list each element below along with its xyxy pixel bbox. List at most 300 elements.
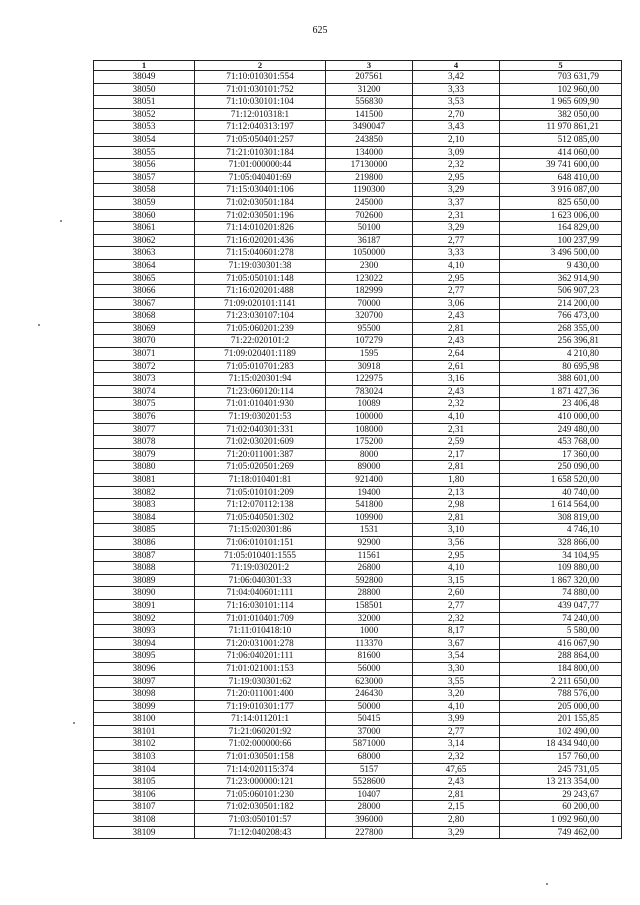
- cadastral-number-cell: 71:01:010401:709: [195, 612, 326, 625]
- rate-cell: 2,81: [413, 322, 500, 335]
- rate-cell: 47,65: [413, 763, 500, 776]
- value-cell: 32000: [326, 612, 413, 625]
- cadastral-number-cell: 71:20:011001:400: [195, 688, 326, 701]
- rate-cell: 2,32: [413, 612, 500, 625]
- table-row: [94, 826, 622, 839]
- row-number-cell: 38093: [94, 625, 195, 638]
- cadastral-number-cell: 71:15:040601:278: [195, 247, 326, 260]
- amount-cell: 439 047,77: [500, 599, 622, 612]
- rate-cell: 2,13: [413, 486, 500, 499]
- row-number-cell: 38051: [94, 96, 195, 109]
- rate-cell: 3,20: [413, 688, 500, 701]
- table-row: [94, 814, 622, 827]
- cadastral-number-cell: 71:01:000000:44: [195, 159, 326, 172]
- table-row: [94, 360, 622, 373]
- rate-cell: 2,31: [413, 209, 500, 222]
- row-number-cell: 38083: [94, 499, 195, 512]
- row-number-cell: 38096: [94, 662, 195, 675]
- amount-cell: 40 740,00: [500, 486, 622, 499]
- rate-cell: 3,09: [413, 146, 500, 159]
- table-row: [94, 423, 622, 436]
- row-number-cell: 38057: [94, 171, 195, 184]
- row-number-cell: 38062: [94, 234, 195, 247]
- rate-cell: 2,64: [413, 348, 500, 361]
- amount-cell: 17 360,00: [500, 448, 622, 461]
- rate-cell: 3,56: [413, 536, 500, 549]
- cadastral-number-cell: 71:06:040201:111: [195, 650, 326, 663]
- table-row: [94, 171, 622, 184]
- cadastral-number-cell: 71:05:040401:69: [195, 171, 326, 184]
- row-number-cell: 38094: [94, 637, 195, 650]
- table-row: [94, 776, 622, 789]
- table-row: [94, 599, 622, 612]
- table-row: [94, 511, 622, 524]
- row-number-cell: 38068: [94, 310, 195, 323]
- amount-cell: 4 210,80: [500, 348, 622, 361]
- value-cell: 1190300: [326, 184, 413, 197]
- amount-cell: 39 741 600,00: [500, 159, 622, 172]
- value-cell: 3490047: [326, 121, 413, 134]
- cadastral-number-cell: 71:18:010401:81: [195, 474, 326, 487]
- table-row: [94, 751, 622, 764]
- amount-cell: 288 864,00: [500, 650, 622, 663]
- table-row: [94, 486, 622, 499]
- cadastral-number-cell: 71:05:010401:1555: [195, 549, 326, 562]
- amount-cell: 268 355,00: [500, 322, 622, 335]
- value-cell: 11561: [326, 549, 413, 562]
- amount-cell: 157 760,00: [500, 751, 622, 764]
- table-row: [94, 285, 622, 298]
- value-cell: 89000: [326, 461, 413, 474]
- value-cell: 783024: [326, 385, 413, 398]
- row-number-cell: 38050: [94, 83, 195, 96]
- row-number-cell: 38090: [94, 587, 195, 600]
- value-cell: 556830: [326, 96, 413, 109]
- amount-cell: 11 970 861,21: [500, 121, 622, 134]
- value-cell: 68000: [326, 751, 413, 764]
- rate-cell: 2,95: [413, 549, 500, 562]
- table-row: [94, 801, 622, 814]
- row-number-cell: 38086: [94, 536, 195, 549]
- amount-cell: 4 746,10: [500, 524, 622, 537]
- value-cell: 246430: [326, 688, 413, 701]
- scan-speck: [546, 883, 548, 885]
- amount-cell: 34 104,95: [500, 549, 622, 562]
- rate-cell: 2,98: [413, 499, 500, 512]
- amount-cell: 506 907,23: [500, 285, 622, 298]
- rate-cell: 2,31: [413, 423, 500, 436]
- row-number-cell: 38053: [94, 121, 195, 134]
- rate-cell: 2,81: [413, 461, 500, 474]
- rate-cell: 3,16: [413, 373, 500, 386]
- rate-cell: 2,77: [413, 725, 500, 738]
- value-cell: 1595: [326, 348, 413, 361]
- value-cell: 134000: [326, 146, 413, 159]
- table-row: [94, 373, 622, 386]
- rate-cell: 3,42: [413, 71, 500, 84]
- amount-cell: 245 731,05: [500, 763, 622, 776]
- value-cell: 109900: [326, 511, 413, 524]
- table-row: [94, 322, 622, 335]
- rate-cell: 3,67: [413, 637, 500, 650]
- cadastral-number-cell: 71:05:040501:302: [195, 511, 326, 524]
- scan-speck: [60, 220, 62, 222]
- rate-cell: 2,61: [413, 360, 500, 373]
- row-number-cell: 38106: [94, 788, 195, 801]
- rate-cell: 3,06: [413, 297, 500, 310]
- amount-cell: 214 200,00: [500, 297, 622, 310]
- row-number-cell: 38089: [94, 574, 195, 587]
- amount-cell: 205 000,00: [500, 700, 622, 713]
- amount-cell: 749 462,00: [500, 826, 622, 839]
- row-number-cell: 38060: [94, 209, 195, 222]
- cadastral-number-cell: 71:09:020101:1141: [195, 297, 326, 310]
- cadastral-number-cell: 71:02:030501:182: [195, 801, 326, 814]
- row-number-cell: 38075: [94, 398, 195, 411]
- rate-cell: 3,29: [413, 222, 500, 235]
- table-row: [94, 562, 622, 575]
- table-row: [94, 272, 622, 285]
- row-number-cell: 38074: [94, 385, 195, 398]
- amount-cell: 453 768,00: [500, 436, 622, 449]
- value-cell: 19400: [326, 486, 413, 499]
- amount-cell: 308 819,00: [500, 511, 622, 524]
- cadastral-number-cell: 71:20:031001:278: [195, 637, 326, 650]
- table-row: [94, 159, 622, 172]
- value-cell: 1050000: [326, 247, 413, 260]
- rate-cell: 2,77: [413, 234, 500, 247]
- cadastral-number-cell: 71:10:010301:554: [195, 71, 326, 84]
- table-row: [94, 587, 622, 600]
- rate-cell: 3,55: [413, 675, 500, 688]
- cadastral-number-cell: 71:21:060201:92: [195, 725, 326, 738]
- amount-cell: 250 090,00: [500, 461, 622, 474]
- value-cell: 921400: [326, 474, 413, 487]
- table-row: [94, 675, 622, 688]
- row-number-cell: 38055: [94, 146, 195, 159]
- amount-cell: 5 580,00: [500, 625, 622, 638]
- value-cell: 207561: [326, 71, 413, 84]
- cadastral-number-cell: 71:01:030501:158: [195, 751, 326, 764]
- cadastral-number-cell: 71:16:020201:436: [195, 234, 326, 247]
- cadastral-number-cell: 71:14:011201:1: [195, 713, 326, 726]
- rate-cell: 2,81: [413, 788, 500, 801]
- table-row: [94, 637, 622, 650]
- rate-cell: 2,77: [413, 285, 500, 298]
- row-number-cell: 38049: [94, 71, 195, 84]
- table-row: [94, 196, 622, 209]
- row-number-cell: 38099: [94, 700, 195, 713]
- table-row: [94, 763, 622, 776]
- value-cell: 108000: [326, 423, 413, 436]
- value-cell: 227800: [326, 826, 413, 839]
- value-cell: 5871000: [326, 738, 413, 751]
- rate-cell: 3,14: [413, 738, 500, 751]
- table-row: [94, 247, 622, 260]
- value-cell: 26800: [326, 562, 413, 575]
- table-row: [94, 83, 622, 96]
- value-cell: 10407: [326, 788, 413, 801]
- row-number-cell: 38092: [94, 612, 195, 625]
- value-cell: 113370: [326, 637, 413, 650]
- value-cell: 2300: [326, 259, 413, 272]
- cadastral-number-cell: 71:15:030401:106: [195, 184, 326, 197]
- amount-cell: 1 614 564,00: [500, 499, 622, 512]
- value-cell: 1531: [326, 524, 413, 537]
- cadastral-number-cell: 71:02:030501:184: [195, 196, 326, 209]
- row-number-cell: 38109: [94, 826, 195, 839]
- amount-cell: 1 623 006,00: [500, 209, 622, 222]
- rate-cell: 2,32: [413, 751, 500, 764]
- row-number-cell: 38061: [94, 222, 195, 235]
- amount-cell: 1 658 520,00: [500, 474, 622, 487]
- row-number-cell: 38058: [94, 184, 195, 197]
- table-row: [94, 688, 622, 701]
- table-row: [94, 385, 622, 398]
- row-number-cell: 38070: [94, 335, 195, 348]
- table-row: [94, 700, 622, 713]
- row-number-cell: 38059: [94, 196, 195, 209]
- value-cell: 10089: [326, 398, 413, 411]
- rate-cell: 3,99: [413, 713, 500, 726]
- amount-cell: 1 867 320,00: [500, 574, 622, 587]
- cadastral-number-cell: 71:12:070112:138: [195, 499, 326, 512]
- value-cell: 28800: [326, 587, 413, 600]
- cadastral-number-cell: 71:19:010301:177: [195, 700, 326, 713]
- row-number-cell: 38054: [94, 133, 195, 146]
- cadastral-number-cell: 71:14:020115:374: [195, 763, 326, 776]
- cadastral-number-cell: 71:21:010301:184: [195, 146, 326, 159]
- row-number-cell: 38091: [94, 599, 195, 612]
- row-number-cell: 38076: [94, 411, 195, 424]
- rate-cell: 3,33: [413, 83, 500, 96]
- value-cell: 30918: [326, 360, 413, 373]
- row-number-cell: 38084: [94, 511, 195, 524]
- scan-speck: [38, 324, 40, 326]
- row-number-cell: 38081: [94, 474, 195, 487]
- cadastral-number-cell: 71:19:030201:53: [195, 411, 326, 424]
- amount-cell: 1 871 427,36: [500, 385, 622, 398]
- value-cell: 95500: [326, 322, 413, 335]
- value-cell: 70000: [326, 297, 413, 310]
- rate-cell: 2,60: [413, 587, 500, 600]
- amount-cell: 703 631,79: [500, 71, 622, 84]
- table-row: [94, 71, 622, 84]
- rate-cell: 2,10: [413, 133, 500, 146]
- cadastral-number-cell: 71:12:040208:43: [195, 826, 326, 839]
- value-cell: 396000: [326, 814, 413, 827]
- cadastral-number-cell: 71:22:020101:2: [195, 335, 326, 348]
- cadastral-number-cell: 71:23:060120:114: [195, 385, 326, 398]
- value-cell: 37000: [326, 725, 413, 738]
- table-row: [94, 612, 622, 625]
- amount-cell: 362 914,90: [500, 272, 622, 285]
- amount-cell: 766 473,00: [500, 310, 622, 323]
- column-header-2: 2: [195, 61, 326, 71]
- value-cell: 5157: [326, 763, 413, 776]
- table-row: [94, 499, 622, 512]
- table-row: [94, 650, 622, 663]
- amount-cell: 388 601,00: [500, 373, 622, 386]
- rate-cell: 2,59: [413, 436, 500, 449]
- row-number-cell: 38102: [94, 738, 195, 751]
- table-row: [94, 146, 622, 159]
- rate-cell: 2,77: [413, 599, 500, 612]
- row-number-cell: 38105: [94, 776, 195, 789]
- amount-cell: 788 576,00: [500, 688, 622, 701]
- amount-cell: 184 800,00: [500, 662, 622, 675]
- row-number-cell: 38100: [94, 713, 195, 726]
- table-row: [94, 108, 622, 121]
- row-number-cell: 38069: [94, 322, 195, 335]
- rate-cell: 2,95: [413, 272, 500, 285]
- cadastral-number-cell: 71:23:000000:121: [195, 776, 326, 789]
- amount-cell: 29 243,67: [500, 788, 622, 801]
- amount-cell: 3 916 087,00: [500, 184, 622, 197]
- amount-cell: 410 000,00: [500, 411, 622, 424]
- value-cell: 36187: [326, 234, 413, 247]
- value-cell: 1000: [326, 625, 413, 638]
- rate-cell: 2,43: [413, 776, 500, 789]
- value-cell: 219800: [326, 171, 413, 184]
- rate-cell: 3,10: [413, 524, 500, 537]
- column-header-1: 1: [94, 61, 195, 71]
- cadastral-number-cell: 71:02:030201:609: [195, 436, 326, 449]
- row-number-cell: 38065: [94, 272, 195, 285]
- row-number-cell: 38072: [94, 360, 195, 373]
- row-number-cell: 38067: [94, 297, 195, 310]
- amount-cell: 3 496 500,00: [500, 247, 622, 260]
- cadastral-number-cell: 71:05:050401:257: [195, 133, 326, 146]
- row-number-cell: 38107: [94, 801, 195, 814]
- value-cell: 8000: [326, 448, 413, 461]
- cadastral-number-cell: 71:15:020301:86: [195, 524, 326, 537]
- amount-cell: 74 880,00: [500, 587, 622, 600]
- amount-cell: 23 406,48: [500, 398, 622, 411]
- cadastral-number-cell: 71:11:010418:10: [195, 625, 326, 638]
- table-row: [94, 121, 622, 134]
- table-row: [94, 348, 622, 361]
- cadastral-number-cell: 71:06:010101:151: [195, 536, 326, 549]
- table-row: [94, 725, 622, 738]
- table-row: [94, 713, 622, 726]
- column-header-5: 5: [500, 61, 622, 71]
- rate-cell: 2,43: [413, 385, 500, 398]
- amount-cell: 80 695,98: [500, 360, 622, 373]
- table-row: [94, 398, 622, 411]
- row-number-cell: 38097: [94, 675, 195, 688]
- table-row: [94, 524, 622, 537]
- amount-cell: 9 430,00: [500, 259, 622, 272]
- rate-cell: 2,32: [413, 159, 500, 172]
- column-header-3: 3: [326, 61, 413, 71]
- rate-cell: 2,17: [413, 448, 500, 461]
- table-row: [94, 411, 622, 424]
- amount-cell: 201 155,85: [500, 713, 622, 726]
- value-cell: 592800: [326, 574, 413, 587]
- value-cell: 158501: [326, 599, 413, 612]
- table-row: [94, 574, 622, 587]
- value-cell: 122975: [326, 373, 413, 386]
- amount-cell: 249 480,00: [500, 423, 622, 436]
- value-cell: 100000: [326, 411, 413, 424]
- value-cell: 92900: [326, 536, 413, 549]
- table-row: [94, 96, 622, 109]
- cadastral-number-cell: 71:05:060101:230: [195, 788, 326, 801]
- column-header-4: 4: [413, 61, 500, 71]
- rate-cell: 3,43: [413, 121, 500, 134]
- amount-cell: 382 050,00: [500, 108, 622, 121]
- scan-speck: [73, 722, 75, 724]
- rate-cell: 3,37: [413, 196, 500, 209]
- row-number-cell: 38087: [94, 549, 195, 562]
- rate-cell: 8,17: [413, 625, 500, 638]
- amount-cell: 825 650,00: [500, 196, 622, 209]
- rate-cell: 2,43: [413, 310, 500, 323]
- row-number-cell: 38077: [94, 423, 195, 436]
- row-number-cell: 38085: [94, 524, 195, 537]
- cadastral-number-cell: 71:05:020501:269: [195, 461, 326, 474]
- amount-cell: 109 880,00: [500, 562, 622, 575]
- amount-cell: 1 092 960,00: [500, 814, 622, 827]
- row-number-cell: 38056: [94, 159, 195, 172]
- rate-cell: 4,10: [413, 700, 500, 713]
- rate-cell: 4,10: [413, 562, 500, 575]
- cadastral-number-cell: 71:14:010201:826: [195, 222, 326, 235]
- row-number-cell: 38103: [94, 751, 195, 764]
- table-row: [94, 549, 622, 562]
- rate-cell: 4,10: [413, 259, 500, 272]
- page-number: 625: [312, 25, 328, 36]
- table-row: [94, 474, 622, 487]
- value-cell: 17130000: [326, 159, 413, 172]
- row-number-cell: 38088: [94, 562, 195, 575]
- cadastral-number-cell: 71:05:010101:209: [195, 486, 326, 499]
- rate-cell: 2,15: [413, 801, 500, 814]
- value-cell: 5528600: [326, 776, 413, 789]
- amount-cell: 2 211 650,00: [500, 675, 622, 688]
- amount-cell: 416 067,90: [500, 637, 622, 650]
- row-number-cell: 38052: [94, 108, 195, 121]
- rate-cell: 2,81: [413, 511, 500, 524]
- rate-cell: 3,15: [413, 574, 500, 587]
- value-cell: 243850: [326, 133, 413, 146]
- cadastral-number-cell: 71:05:060201:239: [195, 322, 326, 335]
- table-row: [94, 335, 622, 348]
- table-row: [94, 184, 622, 197]
- row-number-cell: 38104: [94, 763, 195, 776]
- cadastral-number-cell: 71:16:020201:488: [195, 285, 326, 298]
- value-cell: 50100: [326, 222, 413, 235]
- cadastral-number-cell: 71:10:030101:104: [195, 96, 326, 109]
- cadastral-number-cell: 71:19:030201:2: [195, 562, 326, 575]
- row-number-cell: 38082: [94, 486, 195, 499]
- cadastral-number-cell: 71:16:030101:114: [195, 599, 326, 612]
- cadastral-number-cell: 71:23:030107:104: [195, 310, 326, 323]
- value-cell: 702600: [326, 209, 413, 222]
- amount-cell: 102 490,00: [500, 725, 622, 738]
- value-cell: 182999: [326, 285, 413, 298]
- table-row: [94, 536, 622, 549]
- amount-cell: 60 200,00: [500, 801, 622, 814]
- value-cell: 28000: [326, 801, 413, 814]
- rate-cell: 3,54: [413, 650, 500, 663]
- row-number-cell: 38079: [94, 448, 195, 461]
- value-cell: 56000: [326, 662, 413, 675]
- cadastral-number-cell: 71:12:040313:197: [195, 121, 326, 134]
- amount-cell: 102 960,00: [500, 83, 622, 96]
- amount-cell: 512 085,00: [500, 133, 622, 146]
